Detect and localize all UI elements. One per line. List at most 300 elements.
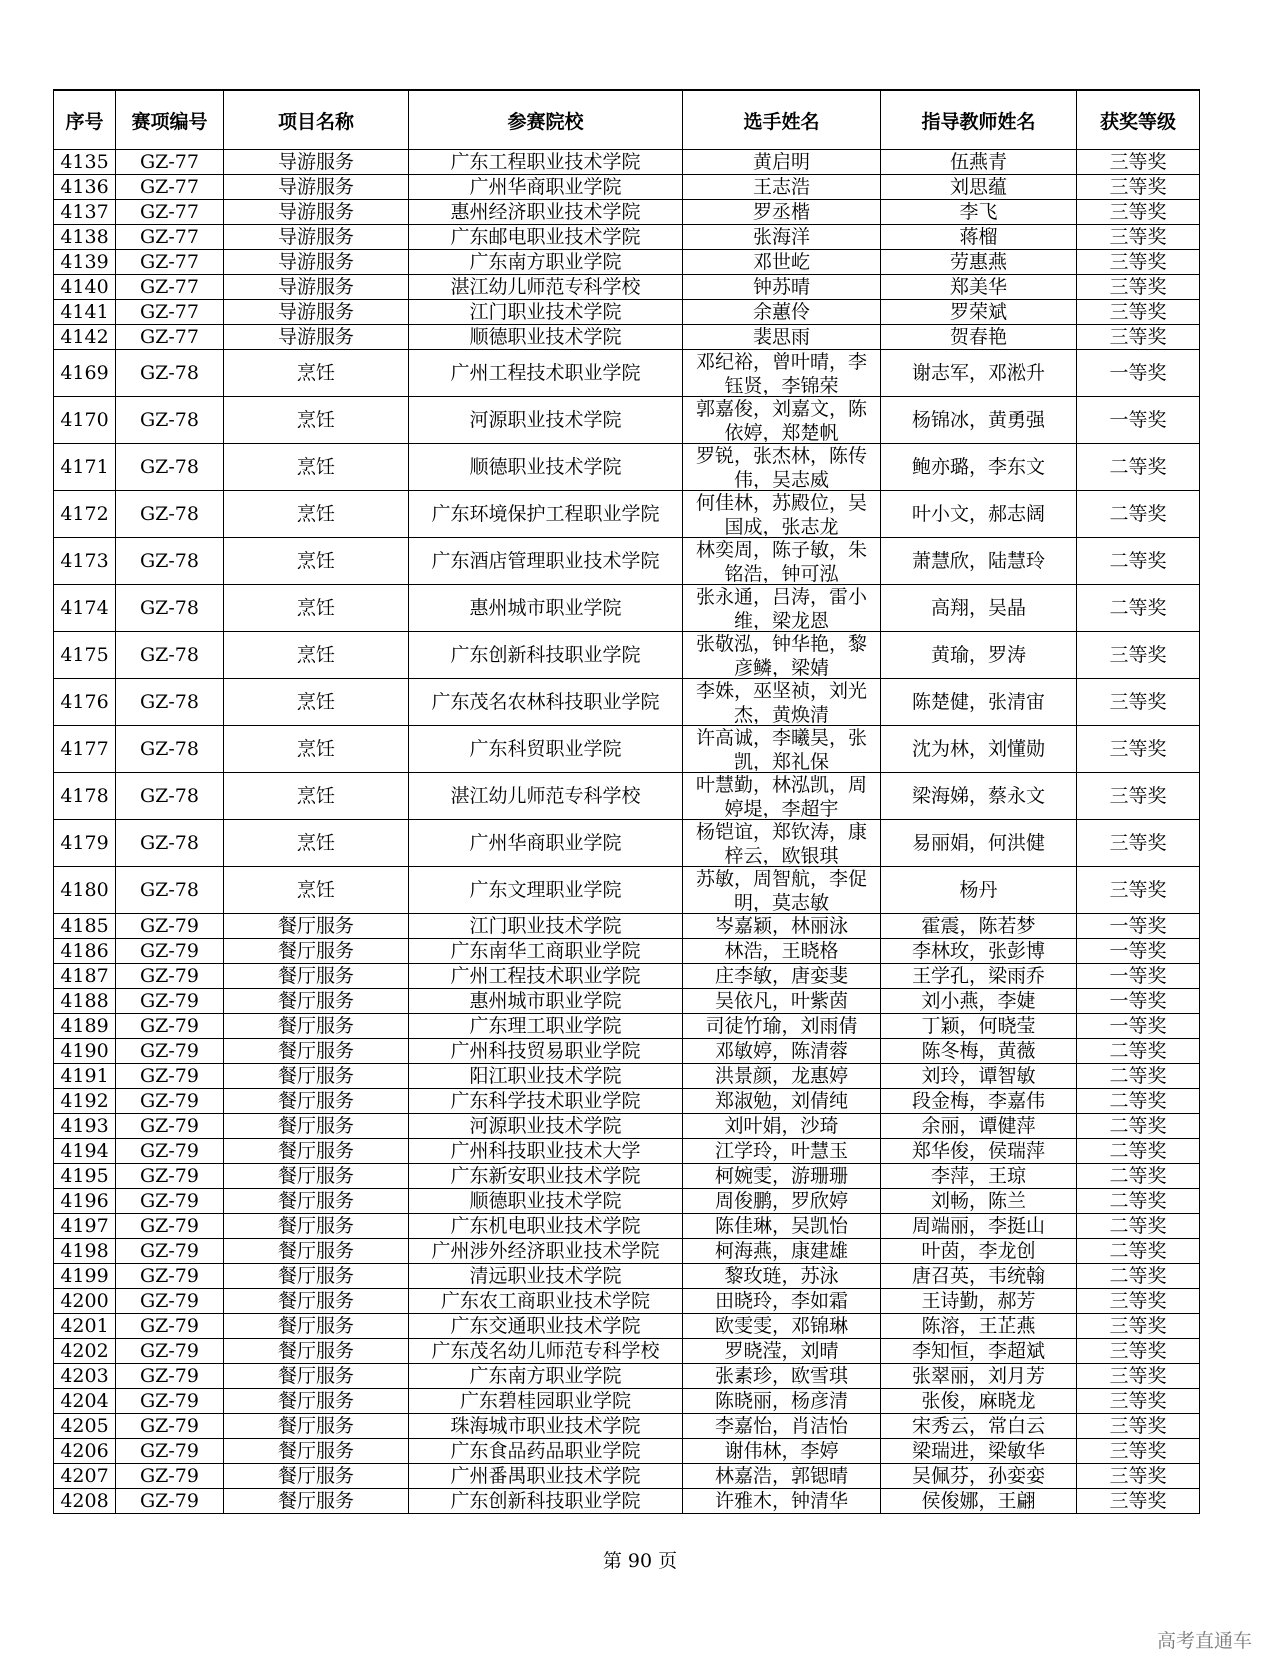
cell-school: 广东碧桂园职业学院 — [409, 1389, 683, 1414]
cell-serial: 4138 — [54, 225, 116, 250]
table-row — [54, 350, 1200, 397]
cell-school: 惠州城市职业学院 — [409, 585, 683, 632]
cell-serial: 4190 — [54, 1039, 116, 1064]
cell-event-code: GZ-79 — [116, 1289, 224, 1314]
cell-event-code: GZ-77 — [116, 200, 224, 225]
cell-players: 邓敏婷，陈清蓉 — [683, 1039, 881, 1064]
cell-award: 三等奖 — [1077, 1489, 1200, 1514]
cell-project-name: 烹饪 — [224, 350, 409, 397]
header-project-name: 项目名称 — [224, 90, 409, 150]
cell-serial: 4192 — [54, 1089, 116, 1114]
table-row — [54, 1164, 1200, 1189]
cell-players: 余蕙伶 — [683, 300, 881, 325]
cell-award: 一等奖 — [1077, 939, 1200, 964]
cell-school: 广东文理职业学院 — [409, 867, 683, 914]
cell-players: 钟苏晴 — [683, 275, 881, 300]
cell-event-code: GZ-79 — [116, 1214, 224, 1239]
cell-event-code: GZ-79 — [116, 1114, 224, 1139]
cell-project-name: 导游服务 — [224, 275, 409, 300]
cell-award: 三等奖 — [1077, 1364, 1200, 1389]
header-teachers: 指导教师姓名 — [881, 90, 1077, 150]
cell-award: 二等奖 — [1077, 1039, 1200, 1064]
cell-award: 三等奖 — [1077, 726, 1200, 773]
cell-event-code: GZ-77 — [116, 175, 224, 200]
cell-event-code: GZ-78 — [116, 538, 224, 585]
cell-serial: 4204 — [54, 1389, 116, 1414]
cell-project-name: 餐厅服务 — [224, 1189, 409, 1214]
cell-players: 欧雯雯，邓锦琳 — [683, 1314, 881, 1339]
cell-school: 广州华商职业学院 — [409, 175, 683, 200]
cell-teachers: 谢志军，邓淞升 — [881, 350, 1077, 397]
cell-project-name: 餐厅服务 — [224, 914, 409, 939]
cell-serial: 4174 — [54, 585, 116, 632]
cell-teachers: 罗荣斌 — [881, 300, 1077, 325]
cell-serial: 4194 — [54, 1139, 116, 1164]
cell-school: 广州工程技术职业学院 — [409, 964, 683, 989]
cell-teachers: 杨锦冰，黄勇强 — [881, 397, 1077, 444]
cell-event-code: GZ-79 — [116, 1439, 224, 1464]
cell-players — [683, 726, 881, 773]
cell-teachers: 李知恒，李超斌 — [881, 1339, 1077, 1364]
player-names: 郭嘉俊，刘嘉文，陈依婷，郑楚帆 — [695, 398, 867, 442]
cell-event-code: GZ-79 — [116, 1089, 224, 1114]
cell-award: 二等奖 — [1077, 491, 1200, 538]
cell-award: 一等奖 — [1077, 989, 1200, 1014]
cell-project-name: 餐厅服务 — [224, 1489, 409, 1514]
cell-teachers: 梁海娣，蔡永文 — [881, 773, 1077, 820]
cell-project-name: 餐厅服务 — [224, 1314, 409, 1339]
player-names: 林奕周，陈子敏，朱铭浩，钟可泓 — [695, 539, 867, 583]
cell-players — [683, 679, 881, 726]
cell-teachers: 叶茵，李龙创 — [881, 1239, 1077, 1264]
cell-serial: 4193 — [54, 1114, 116, 1139]
cell-event-code: GZ-79 — [116, 1464, 224, 1489]
cell-event-code: GZ-79 — [116, 1139, 224, 1164]
cell-players: 司徒竹瑜，刘雨倩 — [683, 1014, 881, 1039]
cell-award: 三等奖 — [1077, 867, 1200, 914]
cell-award: 三等奖 — [1077, 275, 1200, 300]
cell-teachers: 陈溶，王芷燕 — [881, 1314, 1077, 1339]
cell-project-name: 烹饪 — [224, 491, 409, 538]
header-players: 选手姓名 — [683, 90, 881, 150]
cell-award: 一等奖 — [1077, 964, 1200, 989]
cell-award: 一等奖 — [1077, 397, 1200, 444]
cell-serial: 4206 — [54, 1439, 116, 1464]
cell-teachers: 郑美华 — [881, 275, 1077, 300]
cell-award: 三等奖 — [1077, 1439, 1200, 1464]
table-row — [54, 1239, 1200, 1264]
table-row — [54, 964, 1200, 989]
cell-project-name: 餐厅服务 — [224, 1114, 409, 1139]
cell-project-name: 餐厅服务 — [224, 1014, 409, 1039]
cell-players: 黄启明 — [683, 150, 881, 175]
cell-award: 三等奖 — [1077, 679, 1200, 726]
player-names: 叶慧勤，林泓凯，周婷堤，李超宇 — [695, 774, 867, 818]
cell-school: 广州科技职业技术大学 — [409, 1139, 683, 1164]
cell-players: 吴依凡，叶紫茵 — [683, 989, 881, 1014]
cell-award: 二等奖 — [1077, 1089, 1200, 1114]
cell-teachers: 杨丹 — [881, 867, 1077, 914]
cell-award: 二等奖 — [1077, 1114, 1200, 1139]
table-row — [54, 1214, 1200, 1239]
cell-players — [683, 867, 881, 914]
cell-event-code: GZ-78 — [116, 679, 224, 726]
cell-teachers: 刘小燕，李婕 — [881, 989, 1077, 1014]
cell-project-name: 烹饪 — [224, 867, 409, 914]
cell-teachers: 沈为林，刘懂勋 — [881, 726, 1077, 773]
cell-school: 广州华商职业学院 — [409, 820, 683, 867]
table-row — [54, 538, 1200, 585]
cell-teachers: 王学孔，梁雨乔 — [881, 964, 1077, 989]
cell-serial: 4136 — [54, 175, 116, 200]
cell-event-code: GZ-78 — [116, 444, 224, 491]
cell-project-name: 烹饪 — [224, 444, 409, 491]
cell-school: 珠海城市职业技术学院 — [409, 1414, 683, 1439]
cell-teachers: 吴佩芬，孙娈娈 — [881, 1464, 1077, 1489]
table-header-row — [54, 90, 1200, 150]
cell-project-name: 餐厅服务 — [224, 939, 409, 964]
cell-teachers: 梁瑞进，梁敏华 — [881, 1439, 1077, 1464]
player-names: 罗锐，张杰林，陈传伟，吴志威 — [695, 445, 867, 489]
cell-event-code: GZ-79 — [116, 939, 224, 964]
cell-project-name: 餐厅服务 — [224, 1164, 409, 1189]
cell-players: 柯海燕，康建雄 — [683, 1239, 881, 1264]
cell-school: 广东理工职业学院 — [409, 1014, 683, 1039]
cell-project-name: 餐厅服务 — [224, 1139, 409, 1164]
cell-school: 广东创新科技职业学院 — [409, 632, 683, 679]
cell-school: 河源职业技术学院 — [409, 397, 683, 444]
cell-serial: 4135 — [54, 150, 116, 175]
cell-award: 二等奖 — [1077, 1164, 1200, 1189]
cell-event-code: GZ-79 — [116, 1364, 224, 1389]
cell-serial: 4201 — [54, 1314, 116, 1339]
table-row — [54, 1039, 1200, 1064]
cell-teachers: 高翔，吴晶 — [881, 585, 1077, 632]
cell-project-name: 烹饪 — [224, 538, 409, 585]
cell-award: 三等奖 — [1077, 325, 1200, 350]
cell-school: 江门职业技术学院 — [409, 914, 683, 939]
cell-school: 湛江幼儿师范专科学校 — [409, 275, 683, 300]
cell-award: 二等奖 — [1077, 1214, 1200, 1239]
cell-school: 广东食品药品职业学院 — [409, 1439, 683, 1464]
watermark: 高考直通车 — [1156, 1630, 1252, 1652]
player-names: 李姝，巫坚祯，刘光杰，黄焕清 — [695, 680, 867, 724]
cell-players — [683, 350, 881, 397]
cell-award: 二等奖 — [1077, 444, 1200, 491]
table-row — [54, 773, 1200, 820]
cell-project-name: 餐厅服务 — [224, 1264, 409, 1289]
cell-award: 三等奖 — [1077, 1414, 1200, 1439]
cell-players: 许雅木，钟清华 — [683, 1489, 881, 1514]
table-row — [54, 914, 1200, 939]
header-school: 参赛院校 — [409, 90, 683, 150]
cell-event-code: GZ-79 — [116, 1389, 224, 1414]
cell-teachers: 张翠丽，刘月芳 — [881, 1364, 1077, 1389]
cell-award: 三等奖 — [1077, 1464, 1200, 1489]
cell-players: 谢伟林，李婷 — [683, 1439, 881, 1464]
cell-school: 广州工程技术职业学院 — [409, 350, 683, 397]
cell-players: 田晓玲，李如霜 — [683, 1289, 881, 1314]
table-row — [54, 1064, 1200, 1089]
cell-award: 一等奖 — [1077, 914, 1200, 939]
cell-teachers: 李飞 — [881, 200, 1077, 225]
cell-school: 广东南方职业学院 — [409, 1364, 683, 1389]
cell-serial: 4142 — [54, 325, 116, 350]
cell-project-name: 烹饪 — [224, 726, 409, 773]
cell-event-code: GZ-79 — [116, 1264, 224, 1289]
table-row — [54, 585, 1200, 632]
cell-serial: 4205 — [54, 1414, 116, 1439]
cell-project-name: 餐厅服务 — [224, 989, 409, 1014]
cell-project-name: 餐厅服务 — [224, 1289, 409, 1314]
table-row — [54, 300, 1200, 325]
cell-school: 河源职业技术学院 — [409, 1114, 683, 1139]
cell-project-name: 烹饪 — [224, 632, 409, 679]
cell-event-code: GZ-77 — [116, 300, 224, 325]
cell-project-name: 导游服务 — [224, 200, 409, 225]
cell-serial: 4196 — [54, 1189, 116, 1214]
cell-teachers: 易丽娟，何洪健 — [881, 820, 1077, 867]
cell-players — [683, 632, 881, 679]
cell-project-name: 餐厅服务 — [224, 1389, 409, 1414]
cell-players: 洪景颜，龙惠婷 — [683, 1064, 881, 1089]
cell-teachers: 唐召英，韦统翰 — [881, 1264, 1077, 1289]
cell-serial: 4203 — [54, 1364, 116, 1389]
cell-project-name: 烹饪 — [224, 397, 409, 444]
cell-award: 三等奖 — [1077, 632, 1200, 679]
table-row — [54, 1489, 1200, 1514]
cell-school: 广州番禺职业技术学院 — [409, 1464, 683, 1489]
cell-serial: 4197 — [54, 1214, 116, 1239]
table-row — [54, 1014, 1200, 1039]
cell-teachers: 鲍亦璐，李东文 — [881, 444, 1077, 491]
cell-event-code: GZ-79 — [116, 989, 224, 1014]
cell-event-code: GZ-77 — [116, 150, 224, 175]
cell-project-name: 烹饪 — [224, 679, 409, 726]
cell-event-code: GZ-79 — [116, 964, 224, 989]
cell-project-name: 餐厅服务 — [224, 1364, 409, 1389]
table-row — [54, 175, 1200, 200]
cell-serial: 4188 — [54, 989, 116, 1014]
cell-event-code: GZ-78 — [116, 820, 224, 867]
cell-project-name: 导游服务 — [224, 300, 409, 325]
table-row — [54, 225, 1200, 250]
cell-school: 广东工程职业技术学院 — [409, 150, 683, 175]
cell-project-name: 餐厅服务 — [224, 1089, 409, 1114]
cell-players: 林嘉浩，郭锶晴 — [683, 1464, 881, 1489]
table-row — [54, 989, 1200, 1014]
cell-serial: 4198 — [54, 1239, 116, 1264]
cell-award: 一等奖 — [1077, 350, 1200, 397]
cell-serial: 4169 — [54, 350, 116, 397]
table-body — [54, 150, 1200, 1514]
cell-school: 广东农工商职业技术学院 — [409, 1289, 683, 1314]
cell-players: 柯婉雯，游珊珊 — [683, 1164, 881, 1189]
cell-school: 顺德职业技术学院 — [409, 325, 683, 350]
cell-award: 三等奖 — [1077, 250, 1200, 275]
cell-serial: 4200 — [54, 1289, 116, 1314]
header-serial: 序号 — [54, 90, 116, 150]
cell-project-name: 导游服务 — [224, 325, 409, 350]
cell-project-name: 餐厅服务 — [224, 964, 409, 989]
cell-players: 陈晓丽，杨彦清 — [683, 1389, 881, 1414]
cell-teachers: 伍燕青 — [881, 150, 1077, 175]
cell-players: 罗丞楷 — [683, 200, 881, 225]
cell-award: 三等奖 — [1077, 1289, 1200, 1314]
cell-event-code: GZ-79 — [116, 1414, 224, 1439]
cell-school: 惠州经济职业技术学院 — [409, 200, 683, 225]
cell-award: 三等奖 — [1077, 773, 1200, 820]
cell-school: 广东南华工商职业学院 — [409, 939, 683, 964]
table-row — [54, 726, 1200, 773]
cell-players: 周俊鹏，罗欣婷 — [683, 1189, 881, 1214]
cell-school: 清远职业技术学院 — [409, 1264, 683, 1289]
cell-award: 三等奖 — [1077, 820, 1200, 867]
cell-award: 二等奖 — [1077, 538, 1200, 585]
cell-serial: 4187 — [54, 964, 116, 989]
cell-event-code: GZ-78 — [116, 350, 224, 397]
cell-players: 张素珍，欧雪琪 — [683, 1364, 881, 1389]
cell-event-code: GZ-79 — [116, 1189, 224, 1214]
award-table — [53, 89, 1200, 1514]
cell-event-code: GZ-79 — [116, 1164, 224, 1189]
cell-award: 三等奖 — [1077, 150, 1200, 175]
cell-serial: 4172 — [54, 491, 116, 538]
table-row — [54, 250, 1200, 275]
cell-teachers: 萧慧欣，陆慧玲 — [881, 538, 1077, 585]
cell-award: 二等奖 — [1077, 1064, 1200, 1089]
table-row — [54, 491, 1200, 538]
table-row — [54, 1089, 1200, 1114]
table-row — [54, 1339, 1200, 1364]
cell-players: 裴思雨 — [683, 325, 881, 350]
cell-award: 二等奖 — [1077, 585, 1200, 632]
cell-players: 罗晓滢，刘晴 — [683, 1339, 881, 1364]
cell-serial: 4189 — [54, 1014, 116, 1039]
player-names: 张敬泓，钟华艳，黎彦鳞，梁婧 — [695, 633, 867, 677]
cell-project-name: 导游服务 — [224, 175, 409, 200]
cell-school: 广东环境保护工程职业学院 — [409, 491, 683, 538]
cell-school: 阳江职业技术学院 — [409, 1064, 683, 1089]
cell-players — [683, 444, 881, 491]
cell-teachers: 贺春艳 — [881, 325, 1077, 350]
cell-teachers: 李林玫，张彭博 — [881, 939, 1077, 964]
cell-players: 李嘉怡，肖洁怡 — [683, 1414, 881, 1439]
cell-teachers: 郑华俊，侯瑞萍 — [881, 1139, 1077, 1164]
cell-serial: 4139 — [54, 250, 116, 275]
cell-school: 广东茂名幼儿师范专科学校 — [409, 1339, 683, 1364]
table-row — [54, 1314, 1200, 1339]
cell-players — [683, 773, 881, 820]
cell-award: 三等奖 — [1077, 175, 1200, 200]
cell-serial: 4171 — [54, 444, 116, 491]
table-row — [54, 632, 1200, 679]
cell-players — [683, 538, 881, 585]
cell-project-name: 餐厅服务 — [224, 1064, 409, 1089]
cell-event-code: GZ-79 — [116, 1064, 224, 1089]
table-row — [54, 867, 1200, 914]
table-row — [54, 1464, 1200, 1489]
table-row — [54, 1289, 1200, 1314]
cell-players: 庄李敏，唐娈斐 — [683, 964, 881, 989]
cell-award: 三等奖 — [1077, 200, 1200, 225]
table-row — [54, 275, 1200, 300]
cell-event-code: GZ-79 — [116, 1339, 224, 1364]
cell-serial: 4191 — [54, 1064, 116, 1089]
cell-players: 郑淑勉，刘倩纯 — [683, 1089, 881, 1114]
cell-serial: 4176 — [54, 679, 116, 726]
cell-school: 湛江幼儿师范专科学校 — [409, 773, 683, 820]
cell-teachers: 丁颖，何晓莹 — [881, 1014, 1077, 1039]
cell-players — [683, 820, 881, 867]
cell-serial: 4173 — [54, 538, 116, 585]
cell-award: 二等奖 — [1077, 1239, 1200, 1264]
cell-players: 江学玲，叶慧玉 — [683, 1139, 881, 1164]
cell-project-name: 餐厅服务 — [224, 1414, 409, 1439]
cell-serial: 4186 — [54, 939, 116, 964]
cell-serial: 4199 — [54, 1264, 116, 1289]
cell-award: 三等奖 — [1077, 225, 1200, 250]
table-row — [54, 150, 1200, 175]
cell-teachers: 蒋榴 — [881, 225, 1077, 250]
cell-award: 一等奖 — [1077, 1014, 1200, 1039]
cell-teachers: 王诗勤，郝芳 — [881, 1289, 1077, 1314]
cell-school: 广东新安职业技术学院 — [409, 1164, 683, 1189]
cell-project-name: 餐厅服务 — [224, 1464, 409, 1489]
table-row — [54, 1139, 1200, 1164]
table-row — [54, 444, 1200, 491]
cell-award: 二等奖 — [1077, 1264, 1200, 1289]
cell-event-code: GZ-77 — [116, 325, 224, 350]
table-row — [54, 820, 1200, 867]
cell-teachers: 李萍，王琼 — [881, 1164, 1077, 1189]
cell-project-name: 烹饪 — [224, 773, 409, 820]
cell-event-code: GZ-77 — [116, 250, 224, 275]
table-row — [54, 1189, 1200, 1214]
player-names: 邓纪裕，曾叶晴，李钰贤，李锦荣 — [695, 351, 867, 395]
cell-teachers: 霍震，陈若梦 — [881, 914, 1077, 939]
cell-school: 广州科技贸易职业学院 — [409, 1039, 683, 1064]
player-names: 杨铠谊，郑钦涛，康梓云，欧银琪 — [695, 821, 867, 865]
cell-event-code: GZ-78 — [116, 491, 224, 538]
cell-players: 王志浩 — [683, 175, 881, 200]
cell-school: 顺德职业技术学院 — [409, 444, 683, 491]
cell-players — [683, 491, 881, 538]
cell-project-name: 导游服务 — [224, 225, 409, 250]
cell-school: 广东机电职业技术学院 — [409, 1214, 683, 1239]
cell-teachers: 叶小文，郝志阔 — [881, 491, 1077, 538]
player-names: 苏敏，周智航，李促明，莫志敏 — [695, 868, 867, 912]
cell-award: 三等奖 — [1077, 1389, 1200, 1414]
cell-school: 顺德职业技术学院 — [409, 1189, 683, 1214]
cell-serial: 4170 — [54, 397, 116, 444]
table-row — [54, 1364, 1200, 1389]
cell-serial: 4207 — [54, 1464, 116, 1489]
cell-school: 广东南方职业学院 — [409, 250, 683, 275]
cell-school: 广东科贸职业学院 — [409, 726, 683, 773]
cell-event-code: GZ-78 — [116, 585, 224, 632]
cell-serial: 4208 — [54, 1489, 116, 1514]
cell-event-code: GZ-79 — [116, 1014, 224, 1039]
table-row — [54, 200, 1200, 225]
cell-award: 二等奖 — [1077, 1139, 1200, 1164]
cell-serial: 4195 — [54, 1164, 116, 1189]
cell-project-name: 导游服务 — [224, 250, 409, 275]
cell-event-code: GZ-79 — [116, 1314, 224, 1339]
table-row — [54, 679, 1200, 726]
cell-award: 二等奖 — [1077, 1189, 1200, 1214]
cell-teachers: 刘玲，谭智敏 — [881, 1064, 1077, 1089]
